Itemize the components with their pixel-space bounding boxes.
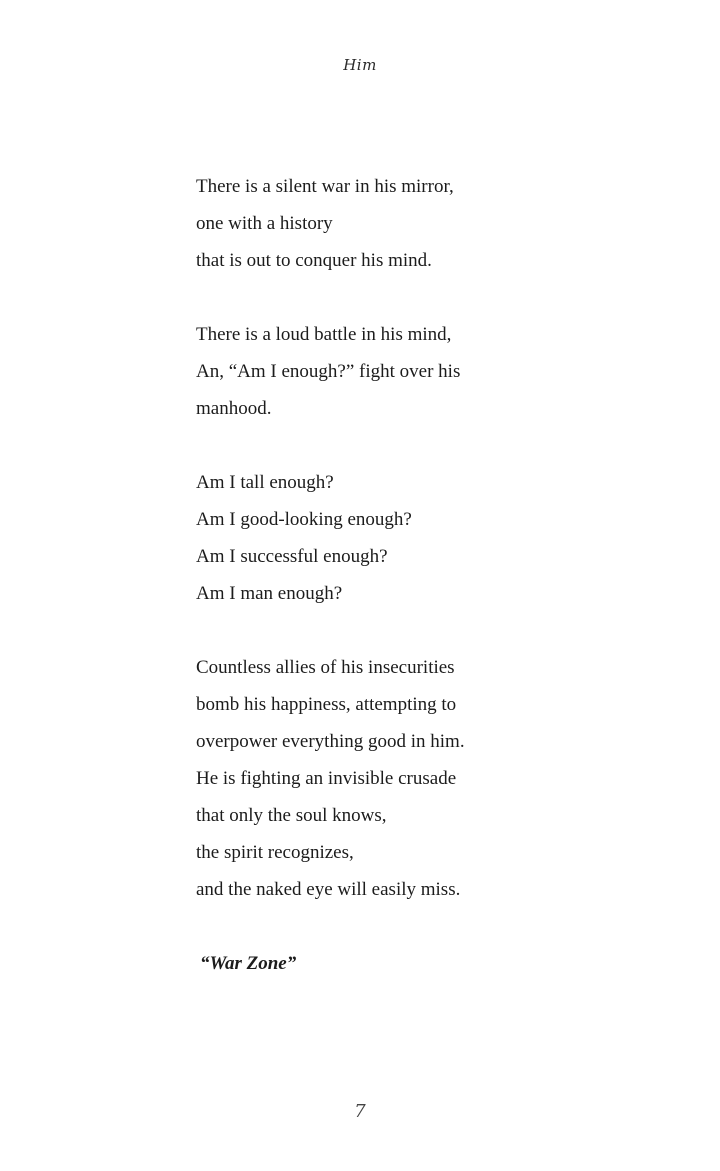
poem-body xyxy=(196,168,656,982)
poem-line: Am I man enough? xyxy=(196,583,343,604)
poem-line: the spirit recognizes, xyxy=(196,842,354,863)
poem-line: There is a silent war in his mirror, xyxy=(196,176,454,197)
stanza-1 xyxy=(196,168,656,279)
poem-line: Countless allies of his insecurities xyxy=(196,657,455,678)
poem-line: Am I good-looking enough? xyxy=(196,509,412,530)
poem-line: and the naked eye will easily miss. xyxy=(196,879,461,900)
poem-line: bomb his happiness, attempting to xyxy=(196,694,457,715)
poem-line: There is a loud battle in his mind, xyxy=(196,324,452,345)
page-number: 7 xyxy=(354,1101,366,1122)
poem-line: one with a history xyxy=(196,213,333,234)
stanza-3 xyxy=(196,464,656,612)
poem-line: manhood. xyxy=(196,398,272,419)
stanza-4 xyxy=(196,649,656,908)
poem-line: An, “Am I enough?” fight over his xyxy=(196,361,461,382)
poem-line: that is out to conquer his mind. xyxy=(196,250,432,271)
poem-line: that only the soul knows, xyxy=(196,805,387,826)
stanza-2 xyxy=(196,316,656,427)
poem-title: “War Zone” xyxy=(200,953,297,974)
poem-line: overpower everything good in him. xyxy=(196,731,465,752)
poem-line: He is fighting an invisible crusade xyxy=(196,768,457,789)
poem-line: Am I successful enough? xyxy=(196,546,388,567)
running-header-title: Him xyxy=(343,56,377,74)
poem-line: Am I tall enough? xyxy=(196,472,334,493)
